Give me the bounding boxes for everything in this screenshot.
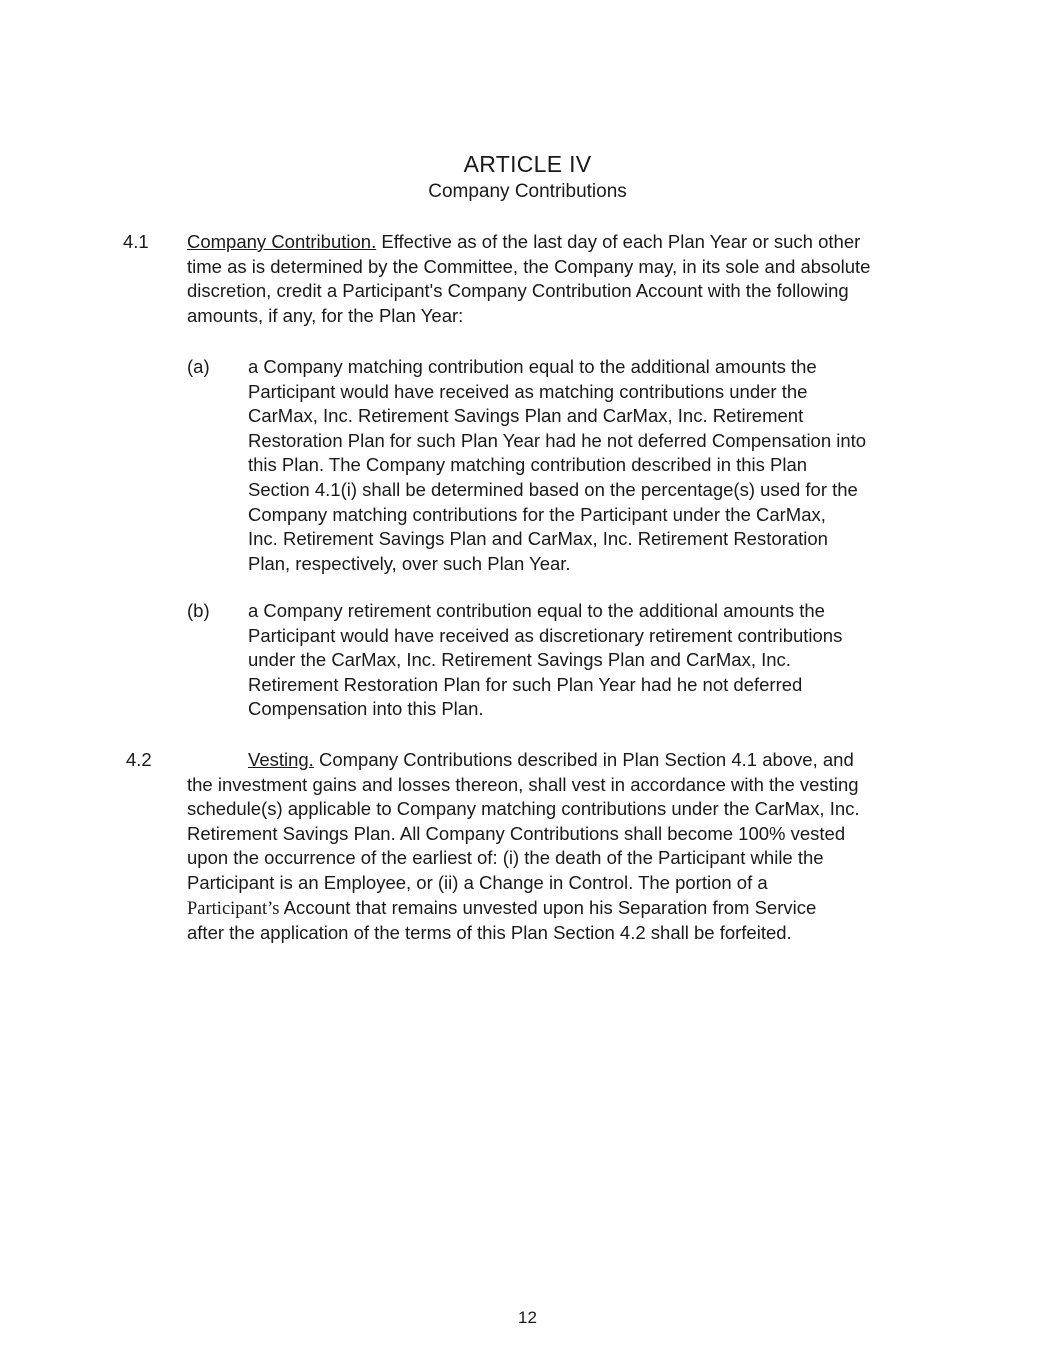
item-b-line: Retirement Restoration Plan for such Plan Year had he not deferred	[248, 673, 803, 695]
section-4-1-line-1	[187, 230, 870, 255]
item-a-line: Restoration Plan for such Plan Year had he not deferred Compensation into	[248, 429, 867, 451]
item-b-paragraph	[248, 599, 842, 722]
section-4-2-line: upon the occurrence of the earliest of: (i) the death of the Participant while the	[187, 847, 824, 869]
item-a-line: Plan, respectively, over such Plan Year.	[248, 552, 571, 574]
section-4-1-paragraph	[187, 230, 870, 328]
section-4-2-last-line: after the application of the terms of this Plan Section 4.2 shall be forfeited.	[187, 922, 792, 944]
section-4-2-line: the investment gains and losses thereon, shall vest in accordance with the vesting	[187, 773, 859, 795]
section-4-2-first-line-text: Company Contributions described in Plan Section 4.1 above, and	[313, 749, 854, 770]
item-b-line: a Company retirement contribution equal to the additional amounts the	[248, 600, 825, 621]
section-4-1-line: amounts, if any, for the Plan Year:	[187, 304, 464, 326]
section-4-2-line: schedule(s) applicable to Company matching contributions under the CarMax, Inc.	[187, 798, 860, 820]
participants-line-rest: Account that remains unvested upon his Separation from Service	[279, 896, 817, 918]
section-4-1-line: discretion, credit a Participant's Company Contribution Account with the following	[187, 280, 849, 302]
item-a-label: (a)	[187, 356, 210, 377]
item-a-paragraph	[248, 355, 866, 576]
item-a-line: this Plan. The Company matching contribution described in this Plan	[248, 454, 808, 476]
page-number: 12	[518, 1308, 537, 1327]
section-4-1-line: time as is determined by the Committee, the Company may, in its sole and absolute	[187, 255, 871, 277]
section-4-2-paragraph	[187, 773, 860, 946]
item-a-line: a Company matching contribution equal to the additional amounts the	[248, 356, 817, 377]
section-4-1-line-text: Effective as of the last day of each Plan Year or such other	[376, 231, 861, 252]
item-a-line: Company matching contributions for the Participant under the CarMax,	[248, 503, 826, 525]
section-4-2-line-participants	[187, 896, 860, 922]
section-4-1-heading: Company Contribution.	[187, 231, 377, 252]
item-a-line: CarMax, Inc. Retirement Savings Plan and CarMax, Inc. Retirement	[248, 405, 804, 427]
item-b-label: (b)	[187, 600, 210, 621]
section-number-4-2: 4.2	[126, 749, 152, 770]
article-subtitle: Company Contributions	[428, 181, 627, 202]
item-a-line: Participant would have received as matching contributions under the	[248, 380, 808, 402]
section-4-2-line: Retirement Savings Plan. All Company Contributions shall become 100% vested	[187, 822, 846, 844]
item-b-line: Participant would have received as discretionary retirement contributions	[248, 624, 843, 646]
article-title: ARTICLE IV	[463, 151, 592, 177]
section-number-4-1: 4.1	[123, 231, 149, 252]
participants-word: Participant’s	[187, 898, 280, 919]
item-a-line: Section 4.1(i) shall be determined based on the percentage(s) used for the	[248, 478, 858, 500]
item-b-line: Compensation into this Plan.	[248, 698, 484, 720]
item-a-line: Inc. Retirement Savings Plan and CarMax, Inc. Retirement Restoration	[248, 528, 828, 550]
section-4-2-heading: Vesting.	[248, 749, 314, 770]
item-b-line: under the CarMax, Inc. Retirement Savings Plan and CarMax, Inc.	[248, 649, 791, 671]
section-4-2-line: Participant is an Employee, or (ii) a Change in Control. The portion of a	[187, 871, 768, 893]
section-4-2-first-line	[248, 748, 854, 773]
